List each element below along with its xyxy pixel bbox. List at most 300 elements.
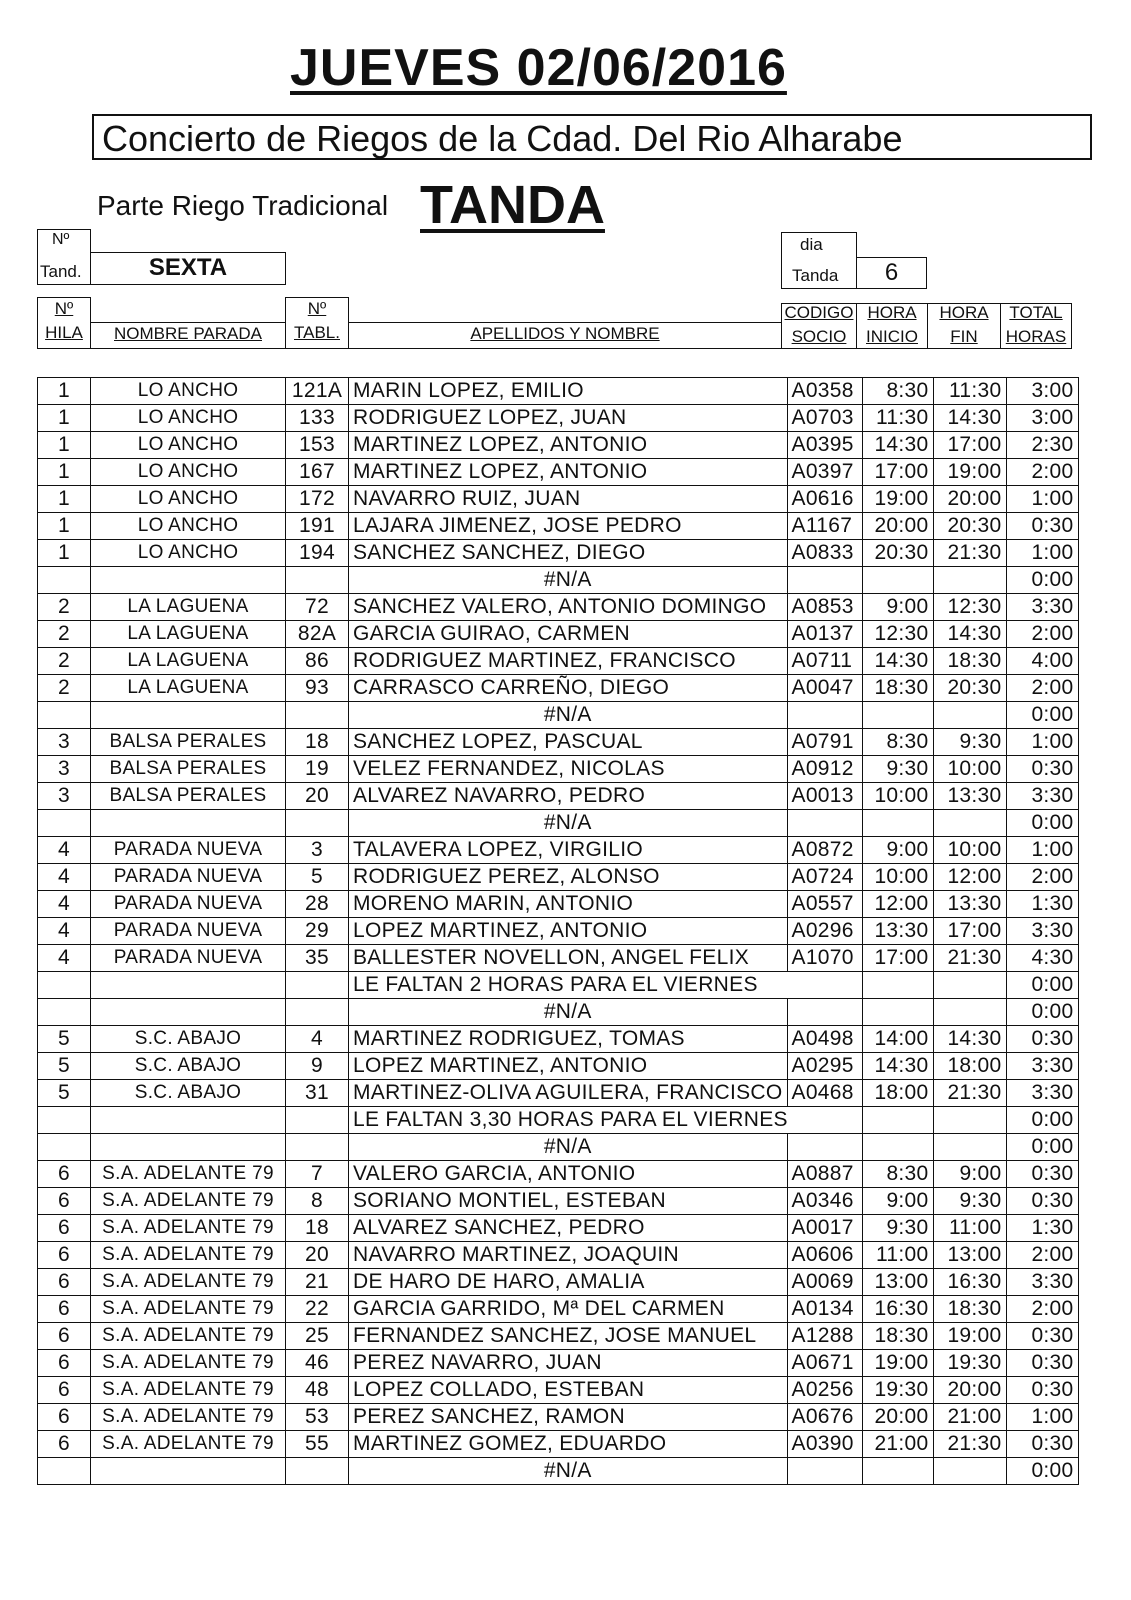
table-row bbox=[38, 1107, 1079, 1134]
tabl-cell: 167 bbox=[286, 459, 349, 486]
total-cell: 1:00 bbox=[1006, 486, 1078, 513]
fin-header-top: HORA bbox=[939, 303, 989, 322]
total-cell: 0:30 bbox=[1006, 756, 1078, 783]
total-cell: 0:00 bbox=[1006, 999, 1078, 1026]
parada-header-text: NOMBRE PARADA bbox=[114, 324, 262, 343]
parada-cell bbox=[91, 972, 286, 999]
tabl-cell bbox=[286, 1458, 349, 1485]
tabl-cell bbox=[286, 1107, 349, 1134]
fin-cell: 18:00 bbox=[933, 1053, 1006, 1080]
page-title: JUEVES 02/06/2016 bbox=[290, 39, 787, 97]
table-row bbox=[38, 648, 1079, 675]
table-row bbox=[38, 1080, 1079, 1107]
parada-cell bbox=[91, 1134, 286, 1161]
inicio-cell: 18:30 bbox=[862, 1323, 933, 1350]
table-row bbox=[38, 1323, 1079, 1350]
hila-cell: 6 bbox=[38, 1188, 91, 1215]
nombre-header-text: APELLIDOS Y NOMBRE bbox=[470, 324, 660, 343]
tabl-cell bbox=[286, 702, 349, 729]
parada-cell: LA LAGUENA bbox=[91, 594, 286, 621]
fin-cell bbox=[933, 1107, 1006, 1134]
nombre-cell: LAJARA JIMENEZ, JOSE PEDRO bbox=[349, 513, 788, 540]
fin-cell: 12:30 bbox=[933, 594, 1006, 621]
tabl-cell: 133 bbox=[286, 405, 349, 432]
tabl-cell: 31 bbox=[286, 1080, 349, 1107]
parada-cell: LO ANCHO bbox=[91, 486, 286, 513]
fin-cell: 21:30 bbox=[933, 1080, 1006, 1107]
table-row bbox=[38, 567, 1079, 594]
n-label: Nº bbox=[52, 231, 70, 248]
fin-cell: 10:00 bbox=[933, 756, 1006, 783]
parada-cell: S.C. ABAJO bbox=[91, 1053, 286, 1080]
nombre-cell: LOPEZ COLLADO, ESTEBAN bbox=[349, 1377, 788, 1404]
table-row bbox=[38, 918, 1079, 945]
table-row bbox=[38, 702, 1079, 729]
parada-cell: S.C. ABAJO bbox=[91, 1026, 286, 1053]
inicio-cell bbox=[862, 1107, 933, 1134]
nombre-cell: NAVARRO RUIZ, JUAN bbox=[349, 486, 788, 513]
total-cell: 3:30 bbox=[1006, 918, 1078, 945]
nombre-cell: #N/A bbox=[349, 567, 788, 594]
tabl-cell: 8 bbox=[286, 1188, 349, 1215]
codigo-cell: A0671 bbox=[787, 1350, 862, 1377]
nombre-cell: BALLESTER NOVELLON, ANGEL FELIX bbox=[349, 945, 788, 972]
table-row bbox=[38, 1377, 1079, 1404]
tanda-number: 6 bbox=[884, 259, 899, 286]
hila-cell: 4 bbox=[38, 891, 91, 918]
table-row bbox=[38, 1134, 1079, 1161]
nombre-cell: LOPEZ MARTINEZ, ANTONIO bbox=[349, 1053, 788, 1080]
inicio-cell: 13:30 bbox=[862, 918, 933, 945]
fin-cell bbox=[933, 1458, 1006, 1485]
nombre-cell: SORIANO MONTIEL, ESTEBAN bbox=[349, 1188, 788, 1215]
nombre-header bbox=[348, 322, 782, 346]
inicio-cell: 9:30 bbox=[862, 756, 933, 783]
inicio-cell bbox=[862, 972, 933, 999]
hila-cell: 1 bbox=[38, 378, 91, 405]
fin-cell: 13:00 bbox=[933, 1242, 1006, 1269]
codigo-header bbox=[781, 301, 857, 349]
hila-cell: 2 bbox=[38, 594, 91, 621]
hila-cell: 4 bbox=[38, 837, 91, 864]
fin-cell: 20:00 bbox=[933, 486, 1006, 513]
codigo-cell: A0872 bbox=[787, 837, 862, 864]
parada-cell bbox=[91, 702, 286, 729]
parada-cell bbox=[91, 1107, 286, 1134]
inicio-header-bottom: INICIO bbox=[866, 327, 918, 346]
parada-cell: PARADA NUEVA bbox=[91, 864, 286, 891]
hila-header-bottom: HILA bbox=[45, 323, 83, 342]
fin-cell: 19:00 bbox=[933, 459, 1006, 486]
nombre-cell: RODRIGUEZ PEREZ, ALONSO bbox=[349, 864, 788, 891]
inicio-cell: 11:00 bbox=[862, 1242, 933, 1269]
inicio-cell: 14:30 bbox=[862, 432, 933, 459]
tabl-cell: 19 bbox=[286, 756, 349, 783]
table-row bbox=[38, 540, 1079, 567]
tabl-cell: 4 bbox=[286, 1026, 349, 1053]
hila-cell: 6 bbox=[38, 1377, 91, 1404]
total-cell: 2:00 bbox=[1006, 621, 1078, 648]
dia-label: dia bbox=[800, 235, 823, 254]
codigo-cell: A0390 bbox=[787, 1431, 862, 1458]
parada-cell: LO ANCHO bbox=[91, 405, 286, 432]
total-cell: 3:30 bbox=[1006, 1053, 1078, 1080]
fin-cell bbox=[933, 972, 1006, 999]
tabl-cell: 48 bbox=[286, 1377, 349, 1404]
nombre-cell: PEREZ SANCHEZ, RAMON bbox=[349, 1404, 788, 1431]
parada-cell: S.A. ADELANTE 79 bbox=[91, 1296, 286, 1323]
table-row bbox=[38, 783, 1079, 810]
nombre-cell: MARIN LOPEZ, EMILIO bbox=[349, 378, 788, 405]
tabl-cell: 55 bbox=[286, 1431, 349, 1458]
total-cell: 3:00 bbox=[1006, 378, 1078, 405]
table-body bbox=[38, 378, 1079, 1485]
nombre-cell: TALAVERA LOPEZ, VIRGILIO bbox=[349, 837, 788, 864]
fin-cell bbox=[933, 567, 1006, 594]
fin-cell: 12:00 bbox=[933, 864, 1006, 891]
nombre-cell: LOPEZ MARTINEZ, ANTONIO bbox=[349, 918, 788, 945]
table-row bbox=[38, 1269, 1079, 1296]
inicio-cell: 9:30 bbox=[862, 1215, 933, 1242]
hila-header-top: Nº bbox=[54, 299, 74, 318]
parada-header bbox=[90, 322, 286, 346]
hila-cell: 2 bbox=[38, 648, 91, 675]
nombre-cell: #N/A bbox=[349, 702, 788, 729]
table-row bbox=[38, 1242, 1079, 1269]
hila-cell bbox=[38, 972, 91, 999]
parada-cell: S.A. ADELANTE 79 bbox=[91, 1431, 286, 1458]
codigo-cell: A0557 bbox=[787, 891, 862, 918]
tabl-cell bbox=[286, 972, 349, 999]
fin-header bbox=[927, 301, 1001, 349]
fin-cell bbox=[933, 810, 1006, 837]
inicio-cell: 17:00 bbox=[862, 945, 933, 972]
parada-cell: LO ANCHO bbox=[91, 378, 286, 405]
hila-cell: 3 bbox=[38, 783, 91, 810]
tabl-cell: 86 bbox=[286, 648, 349, 675]
nombre-cell: CARRASCO CARREÑO, DIEGO bbox=[349, 675, 788, 702]
codigo-cell bbox=[787, 1134, 862, 1161]
fin-cell: 11:30 bbox=[933, 378, 1006, 405]
inicio-cell: 8:30 bbox=[862, 1161, 933, 1188]
nombre-cell: GARCIA GARRIDO, Mª DEL CARMEN bbox=[349, 1296, 788, 1323]
total-cell: 0:30 bbox=[1006, 1323, 1078, 1350]
fin-cell: 17:00 bbox=[933, 918, 1006, 945]
fin-cell: 14:30 bbox=[933, 405, 1006, 432]
nombre-cell: LE FALTAN 3,30 HORAS PARA EL VIERNES bbox=[349, 1107, 863, 1134]
total-cell: 0:00 bbox=[1006, 567, 1078, 594]
hila-cell: 1 bbox=[38, 486, 91, 513]
nombre-cell: RODRIGUEZ MARTINEZ, FRANCISCO bbox=[349, 648, 788, 675]
nombre-cell: NAVARRO MARTINEZ, JOAQUIN bbox=[349, 1242, 788, 1269]
hila-cell: 6 bbox=[38, 1350, 91, 1377]
hila-header bbox=[37, 297, 91, 345]
inicio-cell: 9:00 bbox=[862, 837, 933, 864]
table-row bbox=[38, 405, 1079, 432]
hila-cell: 1 bbox=[38, 513, 91, 540]
inicio-header bbox=[856, 301, 928, 349]
hila-cell: 6 bbox=[38, 1431, 91, 1458]
total-cell: 0:30 bbox=[1006, 1377, 1078, 1404]
inicio-cell: 10:00 bbox=[862, 864, 933, 891]
total-cell: 1:00 bbox=[1006, 1404, 1078, 1431]
tabl-cell: 93 bbox=[286, 675, 349, 702]
inicio-cell: 20:00 bbox=[862, 1404, 933, 1431]
table-row bbox=[38, 756, 1079, 783]
inicio-cell: 20:00 bbox=[862, 513, 933, 540]
tabl-cell: 18 bbox=[286, 729, 349, 756]
codigo-cell: A1288 bbox=[787, 1323, 862, 1350]
fin-cell: 19:30 bbox=[933, 1350, 1006, 1377]
tabl-cell: 3 bbox=[286, 837, 349, 864]
hila-cell: 4 bbox=[38, 945, 91, 972]
fin-cell: 21:30 bbox=[933, 1431, 1006, 1458]
fin-cell: 21:00 bbox=[933, 1404, 1006, 1431]
table-row bbox=[38, 1188, 1079, 1215]
inicio-cell: 17:00 bbox=[862, 459, 933, 486]
total-cell: 4:00 bbox=[1006, 648, 1078, 675]
codigo-cell: A0013 bbox=[787, 783, 862, 810]
hila-cell: 5 bbox=[38, 1026, 91, 1053]
fin-cell: 9:30 bbox=[933, 1188, 1006, 1215]
hila-cell: 3 bbox=[38, 729, 91, 756]
table-row bbox=[38, 1431, 1079, 1458]
parada-cell: S.A. ADELANTE 79 bbox=[91, 1161, 286, 1188]
hila-cell bbox=[38, 1134, 91, 1161]
hila-cell: 2 bbox=[38, 675, 91, 702]
tabl-cell: 72 bbox=[286, 594, 349, 621]
codigo-cell: A0711 bbox=[787, 648, 862, 675]
parada-cell: S.A. ADELANTE 79 bbox=[91, 1377, 286, 1404]
inicio-cell bbox=[862, 567, 933, 594]
hila-cell: 5 bbox=[38, 1053, 91, 1080]
nombre-cell: ALVAREZ SANCHEZ, PEDRO bbox=[349, 1215, 788, 1242]
hila-cell: 4 bbox=[38, 864, 91, 891]
table-row bbox=[38, 1215, 1079, 1242]
tabl-cell bbox=[286, 1134, 349, 1161]
total-header-bottom: HORAS bbox=[1005, 327, 1067, 346]
parada-cell: PARADA NUEVA bbox=[91, 837, 286, 864]
inicio-cell: 18:30 bbox=[862, 675, 933, 702]
total-cell: 0:00 bbox=[1006, 702, 1078, 729]
inicio-cell bbox=[862, 810, 933, 837]
parada-cell: LA LAGUENA bbox=[91, 648, 286, 675]
codigo-cell bbox=[787, 1458, 862, 1485]
hila-cell: 6 bbox=[38, 1296, 91, 1323]
fin-cell: 16:30 bbox=[933, 1269, 1006, 1296]
fin-cell: 10:00 bbox=[933, 837, 1006, 864]
hila-cell: 2 bbox=[38, 621, 91, 648]
table-row bbox=[38, 1026, 1079, 1053]
codigo-cell: A0346 bbox=[787, 1188, 862, 1215]
codigo-cell: A1070 bbox=[787, 945, 862, 972]
fin-cell: 21:30 bbox=[933, 945, 1006, 972]
tabl-cell: 153 bbox=[286, 432, 349, 459]
parada-cell: LO ANCHO bbox=[91, 459, 286, 486]
inicio-cell bbox=[862, 1458, 933, 1485]
fin-cell: 11:00 bbox=[933, 1215, 1006, 1242]
total-cell: 4:30 bbox=[1006, 945, 1078, 972]
tabl-cell: 21 bbox=[286, 1269, 349, 1296]
subtitle-box bbox=[92, 114, 1092, 160]
fin-cell: 14:30 bbox=[933, 621, 1006, 648]
tabl-cell: 18 bbox=[286, 1215, 349, 1242]
total-cell: 2:00 bbox=[1006, 1242, 1078, 1269]
codigo-cell: A0256 bbox=[787, 1377, 862, 1404]
hila-cell bbox=[38, 999, 91, 1026]
codigo-cell: A0912 bbox=[787, 756, 862, 783]
codigo-header-bottom: SOCIO bbox=[791, 327, 847, 346]
hila-cell bbox=[38, 702, 91, 729]
nombre-cell: MARTINEZ LOPEZ, ANTONIO bbox=[349, 432, 788, 459]
table-row bbox=[38, 459, 1079, 486]
table-row bbox=[38, 999, 1079, 1026]
codigo-cell: A0069 bbox=[787, 1269, 862, 1296]
parada-cell: S.A. ADELANTE 79 bbox=[91, 1215, 286, 1242]
tabl-cell: 20 bbox=[286, 783, 349, 810]
total-cell: 0:30 bbox=[1006, 1350, 1078, 1377]
table-row bbox=[38, 675, 1079, 702]
fin-cell: 13:30 bbox=[933, 891, 1006, 918]
total-cell: 2:30 bbox=[1006, 432, 1078, 459]
inicio-cell: 8:30 bbox=[862, 378, 933, 405]
tabl-cell bbox=[286, 810, 349, 837]
codigo-header-top: CODIGO bbox=[784, 303, 854, 322]
tabl-cell bbox=[286, 999, 349, 1026]
inicio-cell: 9:00 bbox=[862, 594, 933, 621]
tabl-cell: 35 bbox=[286, 945, 349, 972]
fin-cell: 18:30 bbox=[933, 1296, 1006, 1323]
total-cell: 1:30 bbox=[1006, 891, 1078, 918]
hila-cell: 6 bbox=[38, 1269, 91, 1296]
parada-cell bbox=[91, 1458, 286, 1485]
codigo-cell: A0017 bbox=[787, 1215, 862, 1242]
inicio-cell: 16:30 bbox=[862, 1296, 933, 1323]
hila-cell: 6 bbox=[38, 1404, 91, 1431]
total-cell: 1:00 bbox=[1006, 540, 1078, 567]
total-cell: 2:00 bbox=[1006, 1296, 1078, 1323]
table-row bbox=[38, 621, 1079, 648]
parada-cell: S.A. ADELANTE 79 bbox=[91, 1404, 286, 1431]
table-row bbox=[38, 1404, 1079, 1431]
nombre-cell: #N/A bbox=[349, 810, 788, 837]
parada-cell: PARADA NUEVA bbox=[91, 918, 286, 945]
inicio-cell: 18:00 bbox=[862, 1080, 933, 1107]
fin-cell: 9:00 bbox=[933, 1161, 1006, 1188]
parada-cell: S.A. ADELANTE 79 bbox=[91, 1269, 286, 1296]
tabl-cell bbox=[286, 567, 349, 594]
parada-cell: LO ANCHO bbox=[91, 432, 286, 459]
nombre-cell: RODRIGUEZ LOPEZ, JUAN bbox=[349, 405, 788, 432]
parada-cell: S.A. ADELANTE 79 bbox=[91, 1188, 286, 1215]
codigo-cell: A0676 bbox=[787, 1404, 862, 1431]
total-cell: 0:00 bbox=[1006, 1458, 1078, 1485]
codigo-cell bbox=[787, 702, 862, 729]
tabl-cell: 29 bbox=[286, 918, 349, 945]
codigo-cell: A0296 bbox=[787, 918, 862, 945]
parada-cell: BALSA PERALES bbox=[91, 729, 286, 756]
inicio-cell: 14:30 bbox=[862, 1053, 933, 1080]
inicio-cell: 11:30 bbox=[862, 405, 933, 432]
nombre-cell: LE FALTAN 2 HORAS PARA EL VIERNES bbox=[349, 972, 863, 999]
nombre-cell: MARTINEZ GOMEZ, EDUARDO bbox=[349, 1431, 788, 1458]
codigo-cell: A0134 bbox=[787, 1296, 862, 1323]
inicio-cell: 21:00 bbox=[862, 1431, 933, 1458]
total-cell: 0:00 bbox=[1006, 1134, 1078, 1161]
inicio-cell bbox=[862, 1134, 933, 1161]
hila-cell: 6 bbox=[38, 1323, 91, 1350]
table-row bbox=[38, 513, 1079, 540]
tabl-cell: 53 bbox=[286, 1404, 349, 1431]
table-row bbox=[38, 378, 1079, 405]
tanda-label: Tanda bbox=[792, 266, 839, 285]
codigo-cell: A0397 bbox=[787, 459, 862, 486]
total-cell: 0:30 bbox=[1006, 513, 1078, 540]
inicio-cell: 14:00 bbox=[862, 1026, 933, 1053]
tabl-header bbox=[285, 297, 349, 345]
codigo-cell: A0791 bbox=[787, 729, 862, 756]
inicio-cell bbox=[862, 702, 933, 729]
tabl-cell: 5 bbox=[286, 864, 349, 891]
nombre-cell: DE HARO DE HARO, AMALIA bbox=[349, 1269, 788, 1296]
total-cell: 3:30 bbox=[1006, 1080, 1078, 1107]
fin-cell: 14:30 bbox=[933, 1026, 1006, 1053]
nombre-cell: GARCIA GUIRAO, CARMEN bbox=[349, 621, 788, 648]
codigo-cell: A0295 bbox=[787, 1053, 862, 1080]
nombre-cell: MARTINEZ-OLIVA AGUILERA, FRANCISCO bbox=[349, 1080, 788, 1107]
parada-cell: BALSA PERALES bbox=[91, 783, 286, 810]
hila-cell bbox=[38, 1458, 91, 1485]
fin-cell: 21:30 bbox=[933, 540, 1006, 567]
fin-cell bbox=[933, 999, 1006, 1026]
total-cell: 2:00 bbox=[1006, 675, 1078, 702]
codigo-cell: A0724 bbox=[787, 864, 862, 891]
nombre-cell: FERNANDEZ SANCHEZ, JOSE MANUEL bbox=[349, 1323, 788, 1350]
table-row bbox=[38, 972, 1079, 999]
tand-label: Tand. bbox=[40, 262, 82, 281]
nombre-cell: SANCHEZ LOPEZ, PASCUAL bbox=[349, 729, 788, 756]
parada-cell: S.A. ADELANTE 79 bbox=[91, 1242, 286, 1269]
total-cell: 0:00 bbox=[1006, 972, 1078, 999]
total-cell: 0:00 bbox=[1006, 810, 1078, 837]
nombre-cell: #N/A bbox=[349, 999, 788, 1026]
total-cell: 2:00 bbox=[1006, 459, 1078, 486]
total-cell: 1:00 bbox=[1006, 837, 1078, 864]
fin-cell: 20:30 bbox=[933, 513, 1006, 540]
codigo-cell: A0047 bbox=[787, 675, 862, 702]
table-row bbox=[38, 810, 1079, 837]
nombre-cell: MARTINEZ LOPEZ, ANTONIO bbox=[349, 459, 788, 486]
nombre-cell: VELEZ FERNANDEZ, NICOLAS bbox=[349, 756, 788, 783]
tanda-name: SEXTA bbox=[148, 254, 228, 281]
subtitle: Concierto de Riegos de la Cdad. Del Rio Alharabe bbox=[102, 118, 903, 159]
codigo-cell: A0468 bbox=[787, 1080, 862, 1107]
inicio-cell: 20:30 bbox=[862, 540, 933, 567]
codigo-cell: A0137 bbox=[787, 621, 862, 648]
codigo-cell bbox=[787, 999, 862, 1026]
nombre-cell: SANCHEZ VALERO, ANTONIO DOMINGO bbox=[349, 594, 788, 621]
parada-cell: LA LAGUENA bbox=[91, 675, 286, 702]
tabl-cell: 121A bbox=[286, 378, 349, 405]
total-header bbox=[1000, 301, 1072, 349]
parada-cell: PARADA NUEVA bbox=[91, 891, 286, 918]
hila-cell bbox=[38, 1107, 91, 1134]
inicio-cell: 10:00 bbox=[862, 783, 933, 810]
total-cell: 0:30 bbox=[1006, 1026, 1078, 1053]
inicio-cell: 19:00 bbox=[862, 1350, 933, 1377]
hila-cell: 1 bbox=[38, 459, 91, 486]
total-cell: 0:00 bbox=[1006, 1107, 1078, 1134]
